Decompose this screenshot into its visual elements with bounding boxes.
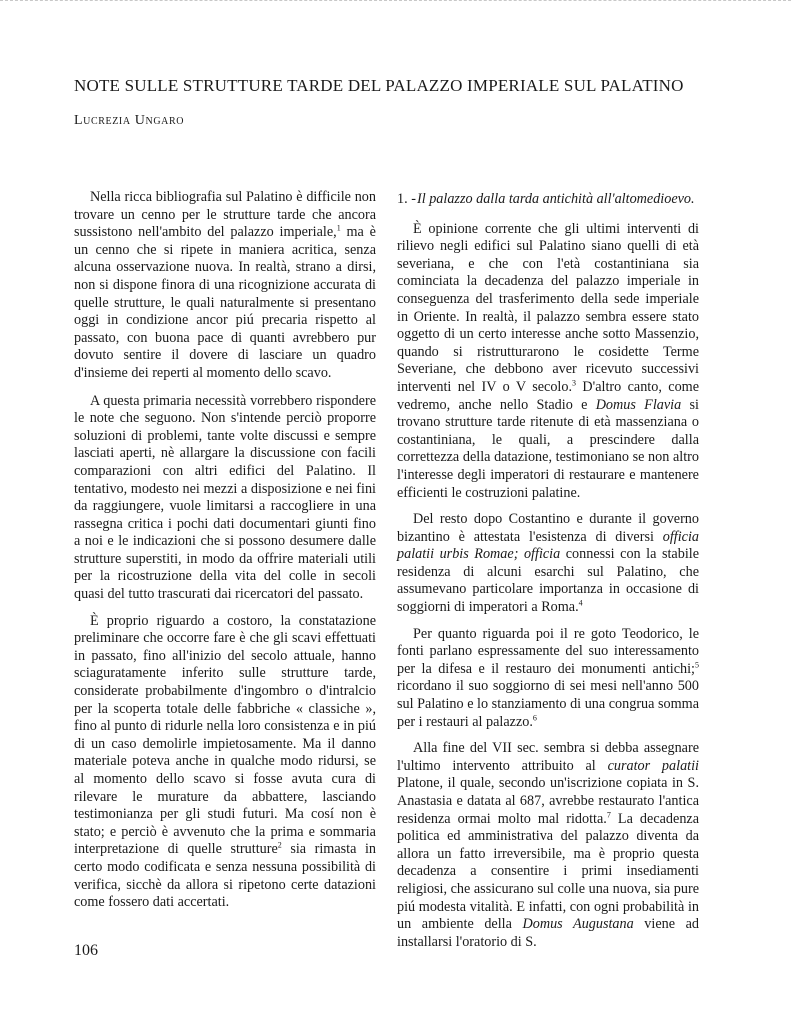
paragraph: È proprio riguardo a costoro, la constatazione preliminare che occorre fare è che gli scavi effettuati in passato, fino all'inizio del secolo attuale, hanno sciaguratamente inferito sulle strutture tarde, considerate probabilmente d'ingombro o d'intralcio per la scoperta totale delle fabbriche « classiche », fino al punto di ridurle nella loro consistenza e in piú di un caso demolirle impietosamente. Ma il danno materiale poteva anche in qualche modo ridursi, se al momento dello scavo si fosse avuta cura di rilevare le murature da abbattere, lasciando testimonianza per gli studi futuri. Ma cosí non è stato; e perciò è avvenuto che la prima e sommaria interpretazione di quelle strutture$^2$ sia rimasta in certo modo codificata e senza nessuna possibilità di verifica, sicchè da allora si ripetono certe datazioni come fossero dati accertati. [74,612,376,911]
scan-edge-artifact [0,0,791,11]
left-column [74,189,376,921]
right-column [397,191,699,960]
footnote-ref[interactable]: 5 [695,660,699,670]
paragraph: Del resto dopo Costantino e durante il governo bizantino è attestata l'esistenza di diversi officia palatii urbis Romae; officia connessi con la stabile residenza di alcuni esarchi sul Palatino, che assumevano particolare importanza in occasione di soggiorni di imperatori a Roma.$^4$ [397,511,699,616]
footnote-ref[interactable]: 7 [606,809,611,819]
paragraph: Per quanto riguarda poi il re goto Teodorico, le fonti parlano espressamente del suo interessamento per la difesa e il restauro dei monumenti antichi;$^5$ ricordano il suo soggiorno di sei mesi nell'anno 500 sul Palatino e lo stanziamento di una congrua somma per i restauri al palazzo.$^6$ [397,625,699,730]
footnote-ref[interactable]: 2 [277,840,282,850]
paragraph: Nella ricca bibliografia sul Palatino è difficile non trovare un cenno per le strutture tarde che ancora sussistono nell'ambito del palazzo imperiale,$^1$ ma è un cenno che si ripete in maniera acritica, senza alcuna osservazione nuova. In realtà, strano a dirsi, non si dispone finora di una ricognizione accurata di quelle strutture, le quali naturalmente si presentano oggi in condizione ancor piú precaria rispetto al passato, con buona pace di quanti avrebbero pur dovuto sentire il dovere di lasciare un quadro d'insieme dei reperti al momento dello scavo. [74,189,376,381]
footnote-ref[interactable]: 6 [532,712,537,722]
section-number: 1. - [397,191,416,207]
footnote-ref[interactable]: 3 [572,378,577,388]
article-author: Lucrezia Ungaro [74,113,185,128]
page-number: 106 [74,942,98,959]
paragraph: È opinione corrente che gli ultimi interventi di rilievo negli edifici sul Palatino siano quelli di età severiana, e che con l'età costantiniana sia cominciata la decadenza del palazzo imperiale in conseguenza del trasferimento della sede imperiale in Oriente. In realtà, il palazzo sembra essere stato oggetto di un certo interesse anche sotto Massenzio, quando si ristrutturarono le cosidette Terme Severiane, che debbono aver ricevuto successivi interventi nel IV o V secolo.$^3$ D'altro canto, come vedremo, anche nello Stadio e Domus Flavia si trovano strutture tarde ritenute di età massenziana o costantiniana, le quali, a prescindere dalla correttezza della datazione, testimoniano se non altro l'interesse degli imperatori di restaurare e mantenere efficienti le costruzioni palatine. [397,220,699,501]
footnote-ref[interactable]: 4 [578,598,583,608]
paragraph: A questa primaria necessità vorrebbero rispondere le note che seguono. Non s'intende perciò proporre soluzioni di problemi, tante volte discussi e sempre lasciati aperti, nè allargare la discussione con facili comparazioni con altri edifici del Palatino. Il tentativo, modesto nei mezzi a disposizione e nei fini da raggiungere, vuole limitarsi a raccogliere in una rassegna critica i pochi dati documentari giunti fino a noi e le indicazioni che si possono desumere dalle strutture superstiti, in modo da offrire materiali utili per la ricostruzione della vita del colle in secoli quasi del tutto trascurati dai ricercatori del passato. [74,392,376,603]
paragraph: Alla fine del VII sec. sembra si debba assegnare l'ultimo intervento attribuito al curator palatii Platone, il quale, secondo un'iscrizione copiata in S. Anastasia e datata al 687, avrebbe restaurato l'antica residenza ormai molto mal ridotta.$^7$ La decadenza politica ed amministrativa del palazzo diventa da allora un fatto irreversibile, ma è proprio questa decadenza a consentire i primi insediamenti religiosi, che assicurano sul colle una nuova, sia pure piú modesta vitalità. E infatti, con ogni probabilità in un ambiente della Domus Augustana viene ad installarsi l'oratorio di S. [397,740,700,950]
section-heading [397,191,699,209]
footnote-ref[interactable]: 1 [336,223,341,233]
section-title: Il palazzo dalla tarda antichità all'altomedioevo. [417,191,695,207]
article-title: NOTE SULLE STRUTTURE TARDE DEL PALAZZO IMPERIALE SUL PALATINO [74,76,684,95]
